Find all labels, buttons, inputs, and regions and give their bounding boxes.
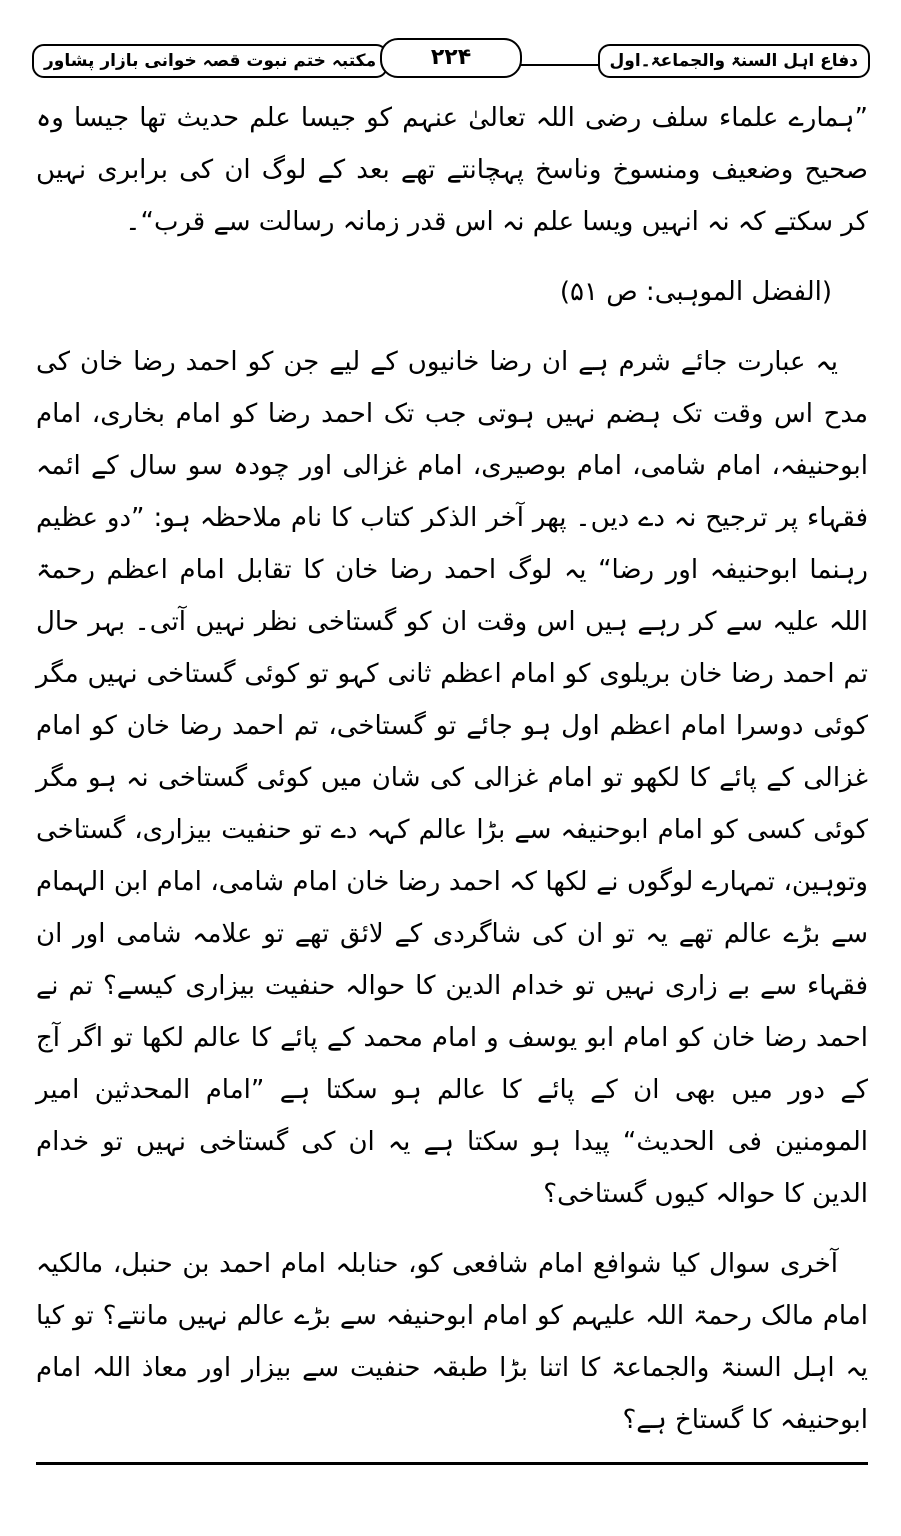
page-number: ۲۲۴ bbox=[380, 38, 522, 78]
paragraph-1: یہ عبارت جائے شرم ہے ان رضا خانیوں کے لیے جن کو احمد رضا خان کی مدح اس وقت تک ہضم نہیں ہوتی جب تک احمد رضا کو امام بخاری، امام ابوحنیفہ، امام شامی، امام بوصیری، امام غزالی اور چودہ سو سال کے ائمہ فقہاء پر ترجیح نہ دے دیں۔ پھر آخر الذکر کتاب کا نام ملاحظہ ہو: ”دو عظیم رہنما ابوحنیفہ اور رضا“ یہ لوگ احمد رضا خان کا تقابل امام اعظم رحمۃ اللہ علیہ سے کر رہے ہیں اس وقت ان کو گستاخی نظر نہیں آتی۔ بہر حال تم احمد رضا خان بریلوی کو امام اعظم ثانی کہو تو کوئی گستاخی نہیں مگر کوئی دوسرا امام اعظم اول ہو جائے تو گستاخی، تم احمد رضا خان کو امام غزالی کے پائے کا لکھو تو امام غزالی کی شان میں کوئی گستاخی نہ ہو مگر کوئی کسی کو امام ابوحنیفہ سے بڑا عالم کہہ دے تو حنفیت بیزاری، گستاخی وتوہین، تمہارے لوگوں نے لکھا کہ احمد رضا خان امام شامی، امام ابن الہمام سے بڑے عالم تھے یہ تو ان کی شاگردی کے لائق تھے تو علامہ شامی اور ان فقہاء سے بے زاری نہیں تو خدام الدین کا حوالہ حنفیت بیزاری کیسے؟ تم نے احمد رضا خان کو امام ابو یوسف و امام محمد کے پائے کا عالم لکھا تو اگر آج کے دور میں بھی ان کے پائے کا عالم ہو سکتا ہے ”امام المحدثین امیر المومنین فی الحدیث“ پیدا ہو سکتا ہے یہ ان کی گستاخی نہیں تو خدام الدین کا حوالہ کیوں گستاخی؟ bbox=[36, 347, 868, 1209]
quoted-passage: ”ہمارے علماء سلف رضی اللہ تعالیٰ عنہم کو جیسا علم حدیث تھا جیسا وہ صحیح وضعیف ومنسوخ وناسخ پہچانتے تھے بعد کے لوگ ان کی برابری نہیں کر سکتے کہ نہ انہیں ویسا علم نہ اس قدر زمانہ رسالت سے قرب“۔ bbox=[36, 103, 868, 237]
book-title: دفاع اہل السنۃ والجماعۃ۔اول bbox=[598, 44, 870, 78]
page-header bbox=[32, 36, 870, 78]
paragraph-2: آخری سوال کیا شوافع امام شافعی کو، حنابلہ امام احمد بن حنبل، مالکیہ امام مالک رحمۃ اللہ علیہم کو امام ابوحنیفہ سے بڑے عالم نہیں مانتے؟ تو کیا یہ اہل السنۃ والجماعۃ کا اتنا بڑا طبقہ حنفیت سے بیزار اور معاذ اللہ امام ابوحنیفہ کا گستاخ ہے؟ bbox=[36, 1249, 868, 1435]
citation: (الفضل الموہبی: ص ۵۱) bbox=[559, 277, 832, 307]
publisher-label: مکتبہ ختم نبوت قصہ خوانی بازار پشاور bbox=[32, 44, 388, 78]
footer-divider bbox=[36, 1462, 868, 1465]
page-body bbox=[36, 92, 868, 1435]
